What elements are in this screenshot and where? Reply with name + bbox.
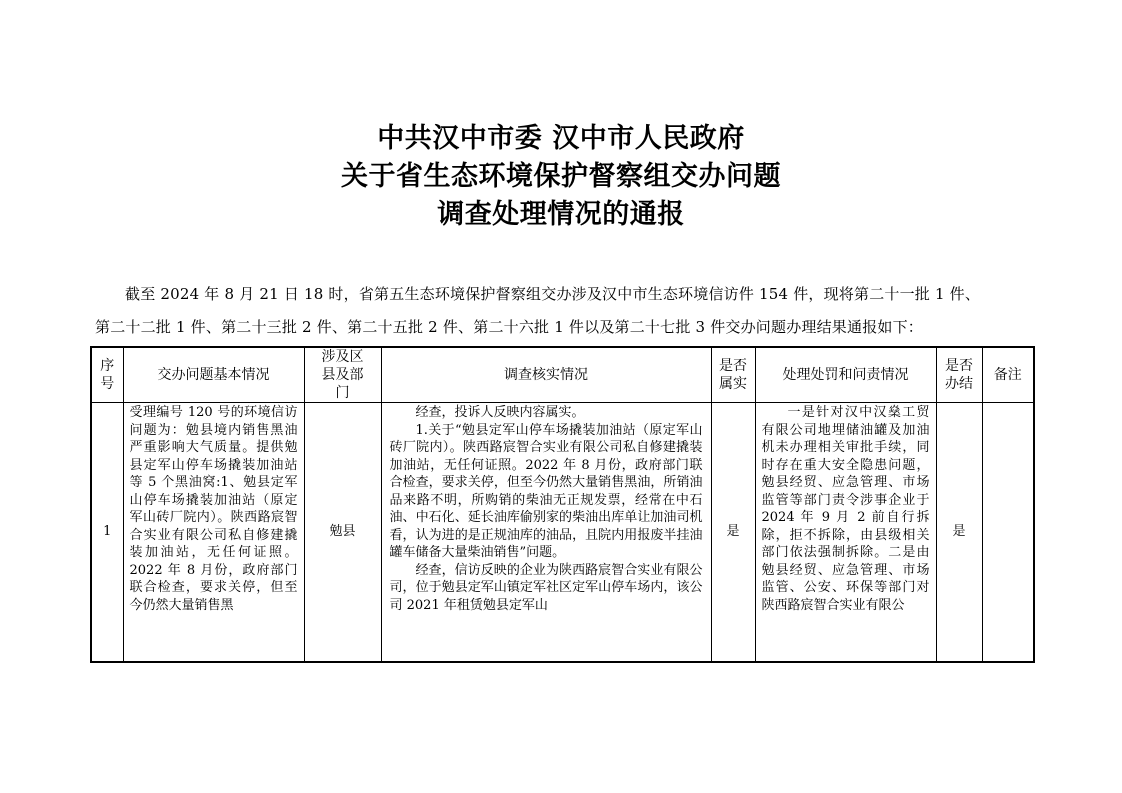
investigation-paragraph-1: 经查，投诉人反映内容属实。: [415, 405, 585, 420]
header-confirmed: 是否属实: [711, 347, 755, 403]
intro-line-1: 截至 2024 年 8 月 21 日 18 时，省第五生态环境保护督察组交办涉及汉中市生态环境信访件 154 件，现将第二十一批 1 件、: [125, 285, 981, 303]
investigation-paragraph-2: 1.关于“勉县定军山停车场撬装加油站（原定军山砖厂院内）。陕西路宸智合实业有限公司私自修建撬装加油站，无任何证照。2022 年 8 月份，政府部门联合检查，要求关停，但至今仍然大量销售黑油，所销油品来路不明，所购销的柴油无正规发票，经常在中石油、中石化、延长油库偷别家的柴油出库单让加油司机看，认为进的是正规油库的油品，且院内用报废半挂油罐车储备大量柴油销售”问题。: [389, 422, 703, 560]
cell-handling: [755, 403, 936, 663]
header-seq: 序号: [91, 347, 123, 403]
cell-seq: 1: [91, 403, 123, 663]
cell-basic: [123, 403, 304, 663]
header-basic: 交办问题基本情况: [123, 347, 304, 403]
cell-dept: 勉县: [304, 403, 381, 663]
table-row: [91, 403, 1034, 663]
header-completed: 是否办结: [936, 347, 982, 403]
title-line-3: 调查处理情况的通报: [437, 199, 685, 230]
report-table: [90, 346, 1035, 663]
cell-completed: 是: [936, 403, 982, 663]
cell-remark: [982, 403, 1034, 663]
header-dept: 涉及区县及部门: [304, 347, 381, 403]
document-title: [0, 120, 1122, 234]
investigation-paragraph-3: 经查，信访反映的企业为陕西路宸智合实业有限公司，位于勉县定军山镇定军社区定军山停车场内，该公司 2021 年租赁勉县定军山: [389, 562, 703, 613]
table-header-row: [91, 347, 1034, 403]
header-remark: 备注: [982, 347, 1034, 403]
title-line-1: 中共汉中市委 汉中市人民政府: [377, 123, 745, 154]
header-investigation: 调查核实情况: [381, 347, 711, 403]
cell-investigation: [381, 403, 711, 663]
intro-paragraph: [95, 278, 1035, 344]
handling-text: 一是针对汉中汉燊工贸有限公司地埋储油罐及加油机未办理相关审批手续，同时存在重大安全隐患问题，勉县经贸、应急管理、市场监管等部门责令涉事企业于 2024 年 9 月 2 前自行拆除，拒不拆除，由县级相关部门依法强制拆除。二是由勉县经贸、应急管理、市场监管、公安、环保等部门对陕西路宸智合实业有限公: [761, 405, 930, 613]
header-handling: 处理处罚和问责情况: [755, 347, 936, 403]
intro-line-2: 第二十二批 1 件、第二十三批 2 件、第二十五批 2 件、第二十六批 1 件以及第二十七批 3 件交办问题办理结果通报如下：: [95, 318, 924, 336]
cell-confirmed: 是: [711, 403, 755, 663]
basic-text: 受理编号 120 号的环境信访问题为：勉县境内销售黑油严重影响大气质量。提供勉县定军山停车场撬装加油站等 5 个黑油窝:1、勉县定军山停车场撬装加油站（原定军山砖厂院内）。陕西路宸智合实业有限公司私自修建撬装加油站，无任何证照。2022 年 8 月份，政府部门联合检查，要求关停，但至今仍然大量销售黑: [129, 405, 298, 613]
title-line-2: 关于省生态环境保护督察组交办问题: [341, 161, 781, 192]
